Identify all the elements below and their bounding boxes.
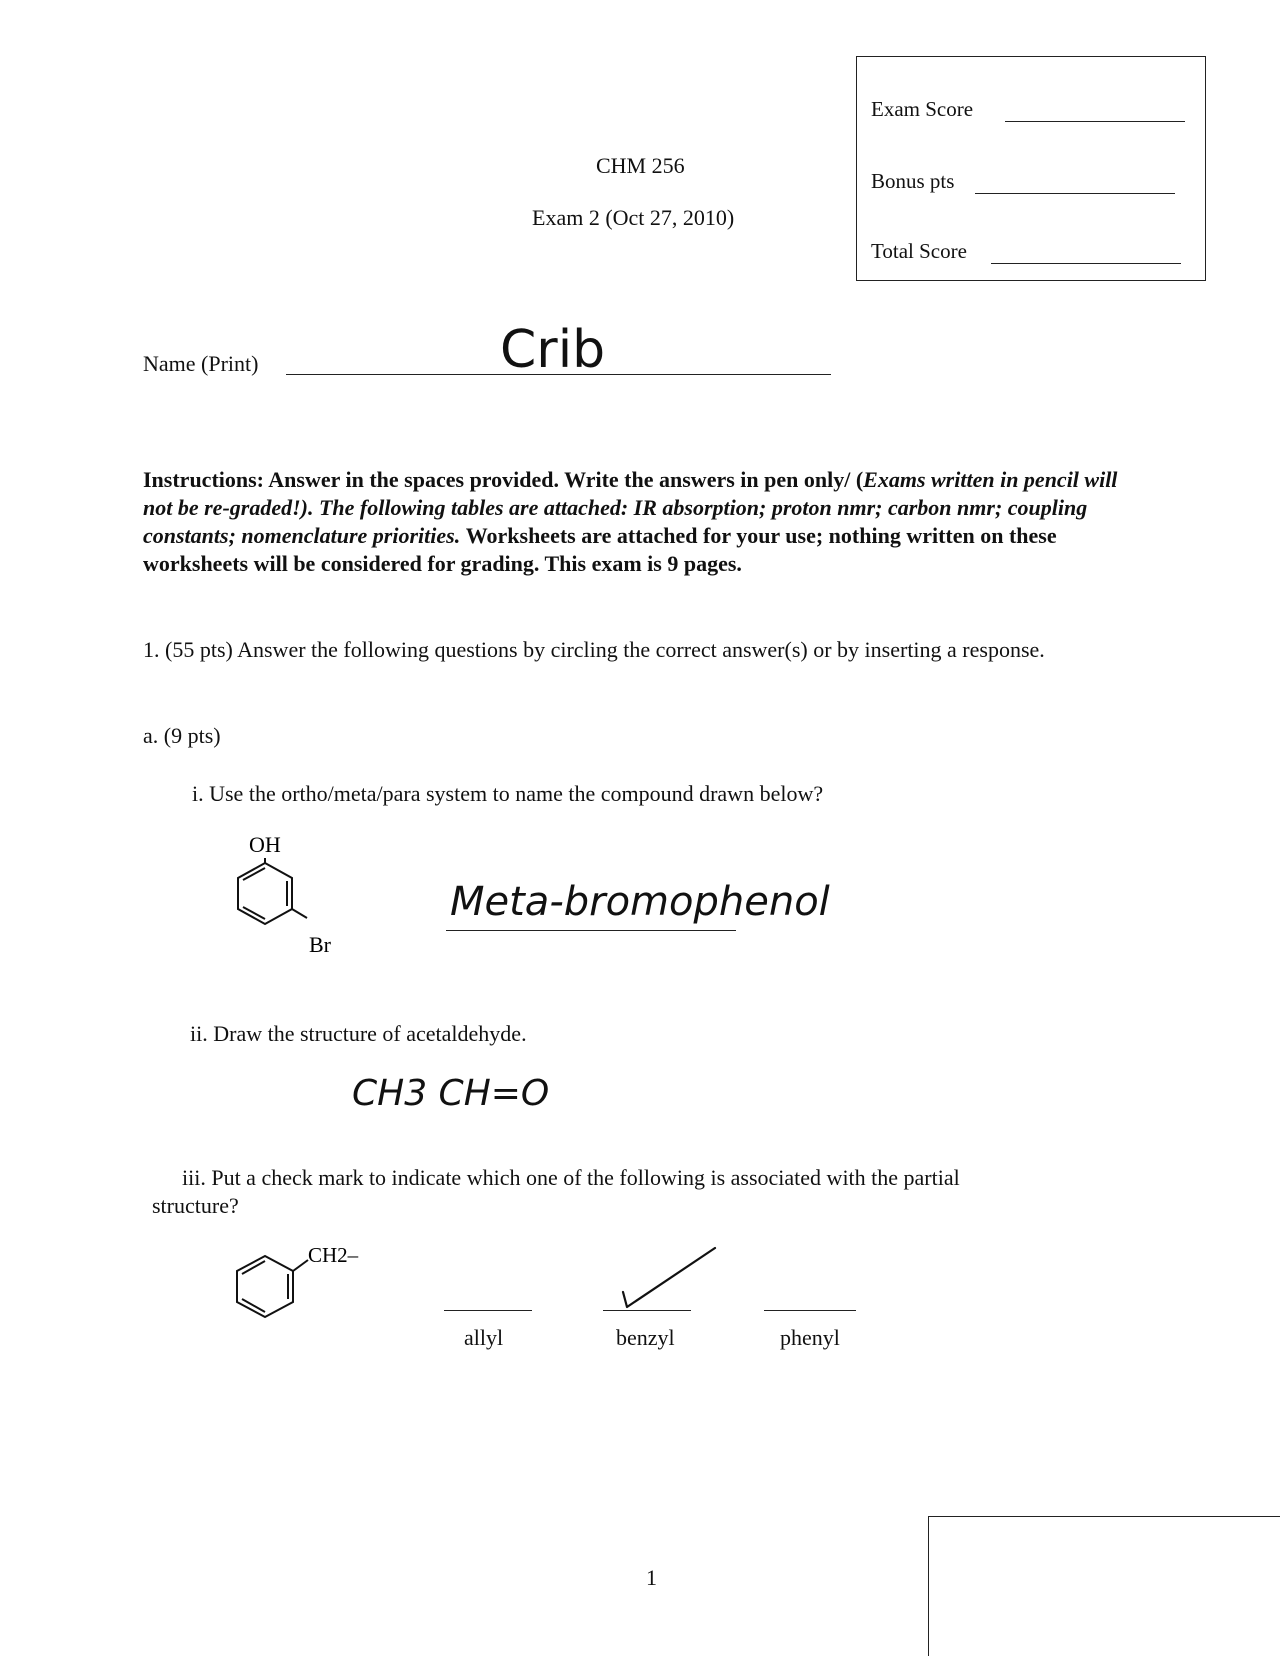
- option-allyl-blank[interactable]: [444, 1310, 532, 1311]
- course-title: CHM 256: [596, 153, 685, 178]
- page-number: 1: [646, 1565, 657, 1590]
- name-label: Name (Print): [143, 351, 259, 376]
- corner-score-box: [928, 1516, 1280, 1656]
- question-iii-line2: structure?: [152, 1193, 239, 1218]
- score-box: [856, 56, 1206, 281]
- exam-score-row: [871, 97, 973, 122]
- question-i-text: i. Use the ortho/meta/para system to name the compound drawn below?: [192, 781, 824, 806]
- answer-i-handwriting: Meta-bromophenol: [450, 879, 830, 925]
- total-line[interactable]: [991, 263, 1181, 264]
- bonus-row: [871, 169, 954, 194]
- bromophenol-structure: [215, 830, 345, 965]
- instructions-part1: Instructions: Answer in the spaces provided. Write the answers in pen only/ (: [143, 467, 864, 492]
- option-phenyl-blank[interactable]: [764, 1310, 856, 1311]
- oh-label: OH: [249, 832, 281, 857]
- exam-score-line[interactable]: [1005, 121, 1185, 122]
- question-iii-text: [152, 1164, 1132, 1220]
- exam-score-label: Exam Score: [871, 97, 974, 121]
- option-benzyl[interactable]: benzyl: [616, 1325, 675, 1350]
- answer-i-line[interactable]: [446, 930, 736, 931]
- benzyl-structure: [220, 1240, 380, 1335]
- total-row: [871, 239, 967, 264]
- question-ii-text: ii. Draw the structure of acetaldehyde.: [190, 1021, 527, 1046]
- bonus-line[interactable]: [975, 193, 1175, 194]
- instructions: [143, 466, 1143, 578]
- question-iii-line1: iii. Put a check mark to indicate which one of the following is associated with the partial: [182, 1165, 960, 1190]
- exam-title: Exam 2 (Oct 27, 2010): [532, 205, 735, 230]
- name-handwriting: Crib: [500, 320, 606, 380]
- ch2-label: CH2–: [308, 1243, 359, 1267]
- br-label: Br: [309, 932, 331, 957]
- question1-text: 1. (55 pts) Answer the following questions by circling the correct answer(s) or by inserting a response.: [143, 637, 1045, 662]
- answer-ii-handwriting: CH3 CH=O: [352, 1073, 550, 1114]
- part-a-label: a. (9 pts): [143, 723, 221, 748]
- bonus-label: Bonus pts: [871, 169, 955, 193]
- instructions-part3: Worksheets are attached for your use; nothing written on these worksheets will be considered for grading. This exam is 9 pages.: [143, 523, 1057, 576]
- total-label: Total Score: [871, 239, 967, 263]
- option-allyl[interactable]: allyl: [464, 1325, 504, 1350]
- check-mark-icon: [615, 1244, 725, 1314]
- instructions-part2: Exams written in pencil will not be re-graded!). The following tables are attached: IR absorption; proton nmr; carbon nmr; coupling constants; nomenclature priorities.: [143, 467, 1118, 548]
- option-phenyl[interactable]: phenyl: [780, 1325, 840, 1350]
